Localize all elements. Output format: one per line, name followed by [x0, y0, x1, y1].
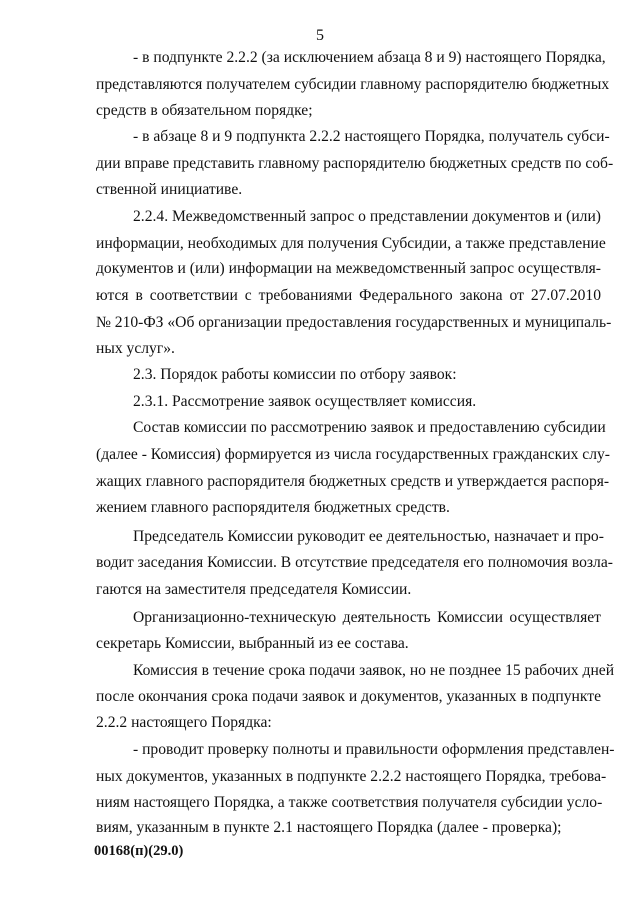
text-line: 2.2.4. Межведомственный запрос о представлении документов и (или) [133, 208, 601, 225]
text-line: - в абзаце 8 и 9 подпункта 2.2.2 настоящего Порядка, получатель субси- [133, 128, 610, 145]
text-line: жением главного распорядителя бюджетных средств. [96, 499, 450, 517]
text-line: 2.3.1. Рассмотрение заявок осуществляет комиссия. [133, 392, 477, 410]
text-line: водит заседания Комиссии. В отсутствие председателя его полномочия возла- [96, 554, 613, 572]
text-line: Состав комиссии по рассмотрению заявок и предоставлению субсидии [133, 419, 606, 437]
text-line: средств в обязательном порядке; [96, 102, 313, 120]
footer-code-text: 00168(п)(29.0) [94, 843, 184, 859]
text-line: информации, необходимых для получения Субсидии, а также представление [96, 234, 606, 252]
text-line: ных услуг». [96, 340, 175, 358]
text-line: Председатель Комиссии руководит ее деятельностью, назначает и про- [133, 527, 604, 545]
text-line: ются в соответствии с требованиями Федерального закона от 27.07.2010 [96, 287, 601, 304]
text-line: документов и (или) информации на межведомственный запрос осуществля- [96, 260, 601, 278]
text-line: ниям настоящего Порядка, а также соответствия получателя субсидии усло- [96, 794, 603, 812]
text-line: - проводит проверку полноты и правильности оформления представлен- [133, 740, 615, 758]
text-line: после окончания срока подачи заявок и документов, указанных в подпункте [96, 687, 601, 705]
text-line: 2.3. Порядок работы комиссии по отбору заявок: [133, 366, 457, 383]
text-line: секретарь Комиссии, выбранный из ее состава. [96, 635, 409, 653]
text-line: № 210-ФЗ «Об организации предоставления государственных и муниципаль- [96, 313, 612, 331]
text-line: представляются получателем субсидии главному распорядителю бюджетных [96, 75, 610, 93]
text-line: Комиссия в течение срока подачи заявок, но не позднее 15 рабочих дней [133, 661, 615, 679]
text-line: - в подпункте 2.2.2 (за исключением абзаца 8 и 9) настоящего Порядка, [133, 49, 606, 66]
text-line: ных документов, указанных в подпункте 2.2.2 настоящего Порядка, требова- [96, 767, 607, 785]
text-line: Организационно-техническую деятельность Комиссии осуществляет [133, 608, 601, 626]
text-line: 2.2.2 настоящего Порядка: [96, 714, 272, 732]
text-line: (далее - Комиссия) формируется из числа государственных гражданских слу- [96, 445, 610, 463]
text-line: гаются на заместителя председателя Комиссии. [96, 581, 412, 598]
document-footer-code [94, 843, 183, 860]
text-line: виям, указанным в пункте 2.1 настоящего Порядка (далее - проверка); [96, 819, 562, 836]
text-line: дии вправе представить главному распорядителю бюджетных средств по соб- [96, 154, 614, 172]
text-line: ственной инициативе. [96, 181, 243, 199]
text-line: жащих главного распорядителя бюджетных средств и утверждается распоря- [96, 472, 610, 490]
page-number: 5 [316, 27, 324, 44]
